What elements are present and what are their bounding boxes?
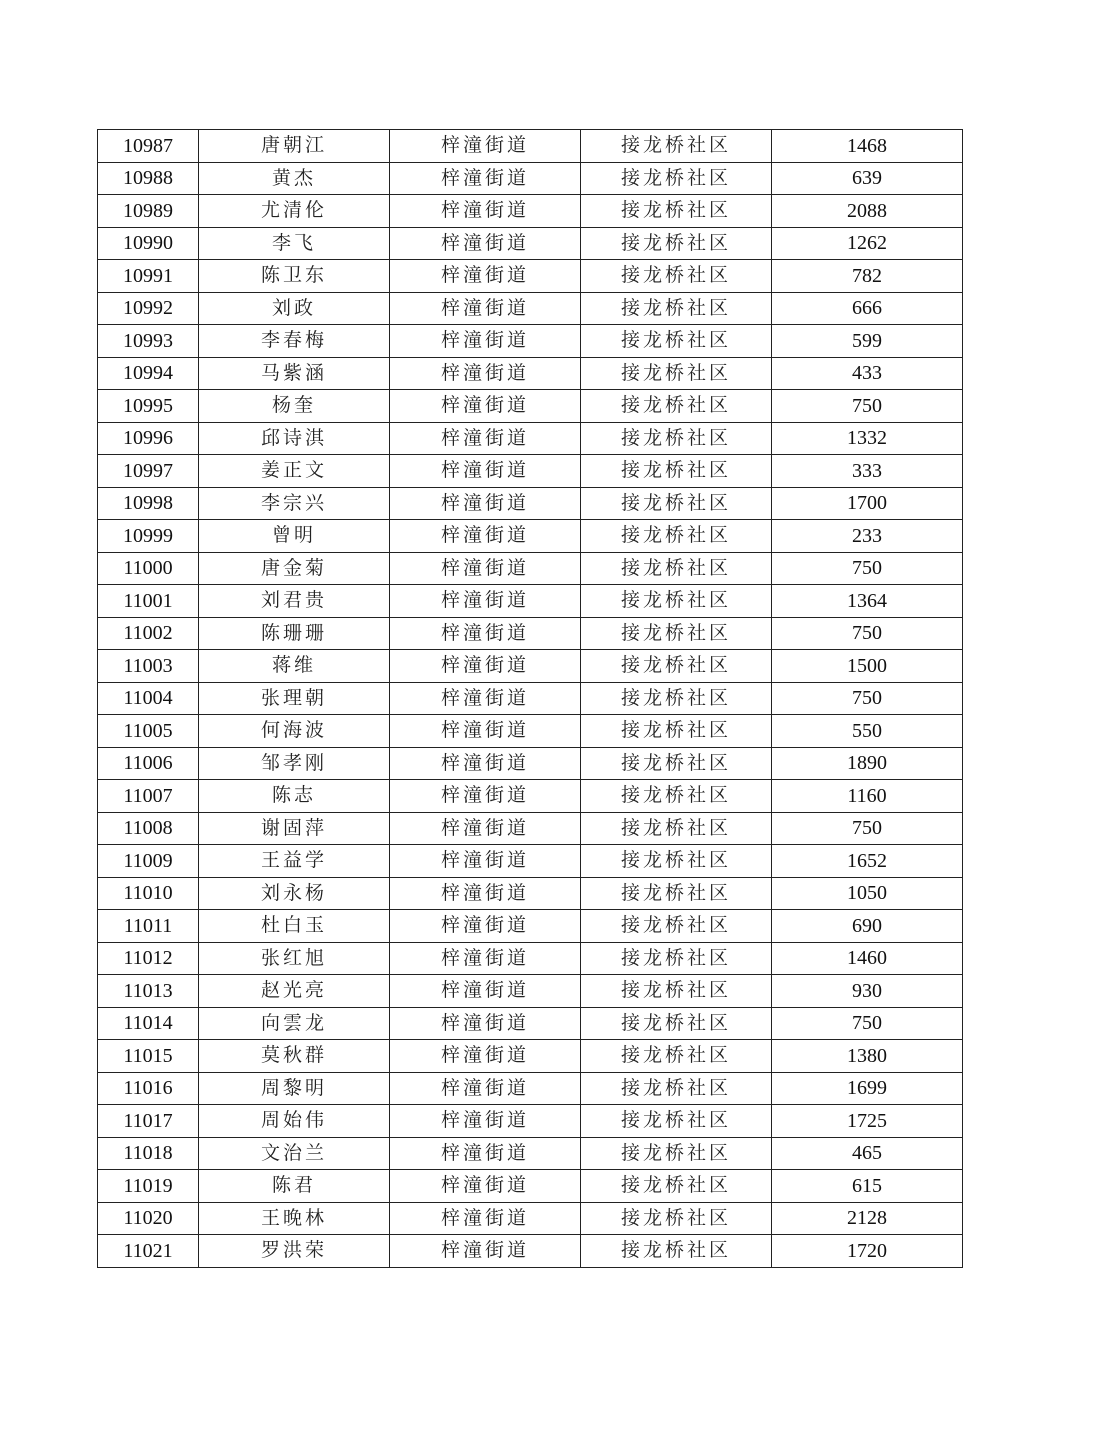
table-row [98, 1137, 963, 1170]
community-cell: 接龙桥社区 [581, 195, 772, 228]
table-row [98, 975, 963, 1008]
serial-number-cell: 11021 [98, 1235, 199, 1268]
amount-cell: 750 [772, 682, 963, 715]
street-cell: 梓潼街道 [390, 780, 581, 813]
table-row [98, 617, 963, 650]
table-row [98, 130, 963, 163]
table-row [98, 682, 963, 715]
serial-number-cell: 11014 [98, 1007, 199, 1040]
serial-number-cell: 10999 [98, 520, 199, 553]
community-cell: 接龙桥社区 [581, 1170, 772, 1203]
amount-cell: 750 [772, 1007, 963, 1040]
street-cell: 梓潼街道 [390, 682, 581, 715]
street-cell: 梓潼街道 [390, 325, 581, 358]
street-cell: 梓潼街道 [390, 520, 581, 553]
name-cell: 何海波 [199, 715, 390, 748]
serial-number-cell: 11011 [98, 910, 199, 943]
serial-number-cell: 11006 [98, 747, 199, 780]
table-row [98, 1202, 963, 1235]
table-row [98, 1040, 963, 1073]
name-cell: 陈志 [199, 780, 390, 813]
name-cell: 曾明 [199, 520, 390, 553]
name-cell: 张理朝 [199, 682, 390, 715]
street-cell: 梓潼街道 [390, 195, 581, 228]
community-cell: 接龙桥社区 [581, 617, 772, 650]
name-cell: 李宗兴 [199, 487, 390, 520]
roster-table [97, 129, 963, 1268]
amount-cell: 1262 [772, 227, 963, 260]
street-cell: 梓潼街道 [390, 910, 581, 943]
serial-number-cell: 11016 [98, 1072, 199, 1105]
table-row [98, 1170, 963, 1203]
amount-cell: 1460 [772, 942, 963, 975]
name-cell: 赵光亮 [199, 975, 390, 1008]
community-cell: 接龙桥社区 [581, 682, 772, 715]
community-cell: 接龙桥社区 [581, 877, 772, 910]
amount-cell: 782 [772, 260, 963, 293]
amount-cell: 1890 [772, 747, 963, 780]
serial-number-cell: 10996 [98, 422, 199, 455]
street-cell: 梓潼街道 [390, 227, 581, 260]
name-cell: 莫秋群 [199, 1040, 390, 1073]
community-cell: 接龙桥社区 [581, 390, 772, 423]
amount-cell: 690 [772, 910, 963, 943]
name-cell: 黄杰 [199, 162, 390, 195]
street-cell: 梓潼街道 [390, 1202, 581, 1235]
serial-number-cell: 10988 [98, 162, 199, 195]
amount-cell: 1700 [772, 487, 963, 520]
amount-cell: 433 [772, 357, 963, 390]
table-row [98, 292, 963, 325]
name-cell: 罗洪荣 [199, 1235, 390, 1268]
amount-cell: 615 [772, 1170, 963, 1203]
community-cell: 接龙桥社区 [581, 130, 772, 163]
community-cell: 接龙桥社区 [581, 260, 772, 293]
community-cell: 接龙桥社区 [581, 812, 772, 845]
street-cell: 梓潼街道 [390, 1235, 581, 1268]
name-cell: 周始伟 [199, 1105, 390, 1138]
serial-number-cell: 11012 [98, 942, 199, 975]
name-cell: 杨奎 [199, 390, 390, 423]
serial-number-cell: 11003 [98, 650, 199, 683]
street-cell: 梓潼街道 [390, 715, 581, 748]
table-row [98, 715, 963, 748]
community-cell: 接龙桥社区 [581, 455, 772, 488]
serial-number-cell: 11008 [98, 812, 199, 845]
street-cell: 梓潼街道 [390, 1137, 581, 1170]
amount-cell: 639 [772, 162, 963, 195]
community-cell: 接龙桥社区 [581, 780, 772, 813]
serial-number-cell: 11009 [98, 845, 199, 878]
table-row [98, 552, 963, 585]
street-cell: 梓潼街道 [390, 812, 581, 845]
table-row [98, 162, 963, 195]
table-row [98, 487, 963, 520]
name-cell: 杜白玉 [199, 910, 390, 943]
table-row [98, 1072, 963, 1105]
table-row [98, 357, 963, 390]
serial-number-cell: 11018 [98, 1137, 199, 1170]
community-cell: 接龙桥社区 [581, 650, 772, 683]
street-cell: 梓潼街道 [390, 260, 581, 293]
street-cell: 梓潼街道 [390, 487, 581, 520]
amount-cell: 750 [772, 617, 963, 650]
table-row [98, 455, 963, 488]
amount-cell: 1364 [772, 585, 963, 618]
street-cell: 梓潼街道 [390, 390, 581, 423]
amount-cell: 1050 [772, 877, 963, 910]
street-cell: 梓潼街道 [390, 422, 581, 455]
street-cell: 梓潼街道 [390, 845, 581, 878]
serial-number-cell: 10991 [98, 260, 199, 293]
serial-number-cell: 11020 [98, 1202, 199, 1235]
name-cell: 唐朝江 [199, 130, 390, 163]
name-cell: 刘君贵 [199, 585, 390, 618]
serial-number-cell: 10998 [98, 487, 199, 520]
amount-cell: 750 [772, 552, 963, 585]
community-cell: 接龙桥社区 [581, 227, 772, 260]
community-cell: 接龙桥社区 [581, 1202, 772, 1235]
amount-cell: 233 [772, 520, 963, 553]
street-cell: 梓潼街道 [390, 162, 581, 195]
serial-number-cell: 11005 [98, 715, 199, 748]
amount-cell: 1500 [772, 650, 963, 683]
table-row [98, 422, 963, 455]
name-cell: 马紫涵 [199, 357, 390, 390]
serial-number-cell: 11001 [98, 585, 199, 618]
amount-cell: 2088 [772, 195, 963, 228]
name-cell: 陈卫东 [199, 260, 390, 293]
table-row [98, 845, 963, 878]
street-cell: 梓潼街道 [390, 877, 581, 910]
amount-cell: 1160 [772, 780, 963, 813]
serial-number-cell: 10990 [98, 227, 199, 260]
street-cell: 梓潼街道 [390, 130, 581, 163]
street-cell: 梓潼街道 [390, 585, 581, 618]
street-cell: 梓潼街道 [390, 1105, 581, 1138]
table-row [98, 585, 963, 618]
serial-number-cell: 11007 [98, 780, 199, 813]
serial-number-cell: 11004 [98, 682, 199, 715]
community-cell: 接龙桥社区 [581, 975, 772, 1008]
name-cell: 陈君 [199, 1170, 390, 1203]
community-cell: 接龙桥社区 [581, 292, 772, 325]
community-cell: 接龙桥社区 [581, 1105, 772, 1138]
serial-number-cell: 10989 [98, 195, 199, 228]
community-cell: 接龙桥社区 [581, 422, 772, 455]
street-cell: 梓潼街道 [390, 1007, 581, 1040]
serial-number-cell: 10994 [98, 357, 199, 390]
serial-number-cell: 11013 [98, 975, 199, 1008]
table-row [98, 812, 963, 845]
community-cell: 接龙桥社区 [581, 585, 772, 618]
amount-cell: 1380 [772, 1040, 963, 1073]
street-cell: 梓潼街道 [390, 1170, 581, 1203]
name-cell: 邱诗淇 [199, 422, 390, 455]
table-row [98, 877, 963, 910]
serial-number-cell: 10997 [98, 455, 199, 488]
name-cell: 刘永杨 [199, 877, 390, 910]
amount-cell: 666 [772, 292, 963, 325]
serial-number-cell: 11002 [98, 617, 199, 650]
table-row [98, 325, 963, 358]
community-cell: 接龙桥社区 [581, 1040, 772, 1073]
street-cell: 梓潼街道 [390, 617, 581, 650]
table-row [98, 390, 963, 423]
street-cell: 梓潼街道 [390, 357, 581, 390]
table-row [98, 520, 963, 553]
street-cell: 梓潼街道 [390, 1040, 581, 1073]
table-row [98, 260, 963, 293]
table-row [98, 1235, 963, 1268]
community-cell: 接龙桥社区 [581, 845, 772, 878]
community-cell: 接龙桥社区 [581, 487, 772, 520]
name-cell: 李春梅 [199, 325, 390, 358]
name-cell: 邹孝刚 [199, 747, 390, 780]
amount-cell: 1468 [772, 130, 963, 163]
name-cell: 王晚林 [199, 1202, 390, 1235]
amount-cell: 1725 [772, 1105, 963, 1138]
community-cell: 接龙桥社区 [581, 747, 772, 780]
amount-cell: 1332 [772, 422, 963, 455]
roster-table-body [98, 130, 963, 1268]
amount-cell: 750 [772, 390, 963, 423]
name-cell: 唐金菊 [199, 552, 390, 585]
community-cell: 接龙桥社区 [581, 715, 772, 748]
street-cell: 梓潼街道 [390, 975, 581, 1008]
table-row [98, 780, 963, 813]
name-cell: 张红旭 [199, 942, 390, 975]
street-cell: 梓潼街道 [390, 455, 581, 488]
table-row [98, 195, 963, 228]
community-cell: 接龙桥社区 [581, 162, 772, 195]
table-row [98, 910, 963, 943]
table-row [98, 1007, 963, 1040]
street-cell: 梓潼街道 [390, 650, 581, 683]
table-row [98, 650, 963, 683]
table-row [98, 747, 963, 780]
street-cell: 梓潼街道 [390, 552, 581, 585]
amount-cell: 1699 [772, 1072, 963, 1105]
name-cell: 谢固萍 [199, 812, 390, 845]
name-cell: 尤清伦 [199, 195, 390, 228]
name-cell: 姜正文 [199, 455, 390, 488]
community-cell: 接龙桥社区 [581, 1007, 772, 1040]
amount-cell: 465 [772, 1137, 963, 1170]
amount-cell: 930 [772, 975, 963, 1008]
serial-number-cell: 10993 [98, 325, 199, 358]
serial-number-cell: 11019 [98, 1170, 199, 1203]
name-cell: 文治兰 [199, 1137, 390, 1170]
community-cell: 接龙桥社区 [581, 1137, 772, 1170]
community-cell: 接龙桥社区 [581, 942, 772, 975]
serial-number-cell: 11000 [98, 552, 199, 585]
amount-cell: 1652 [772, 845, 963, 878]
table-row [98, 227, 963, 260]
community-cell: 接龙桥社区 [581, 325, 772, 358]
street-cell: 梓潼街道 [390, 1072, 581, 1105]
amount-cell: 1720 [772, 1235, 963, 1268]
street-cell: 梓潼街道 [390, 292, 581, 325]
amount-cell: 550 [772, 715, 963, 748]
community-cell: 接龙桥社区 [581, 1235, 772, 1268]
table-row [98, 942, 963, 975]
serial-number-cell: 10992 [98, 292, 199, 325]
street-cell: 梓潼街道 [390, 747, 581, 780]
community-cell: 接龙桥社区 [581, 357, 772, 390]
amount-cell: 750 [772, 812, 963, 845]
name-cell: 蒋维 [199, 650, 390, 683]
serial-number-cell: 11010 [98, 877, 199, 910]
serial-number-cell: 10987 [98, 130, 199, 163]
amount-cell: 333 [772, 455, 963, 488]
name-cell: 王益学 [199, 845, 390, 878]
serial-number-cell: 11015 [98, 1040, 199, 1073]
name-cell: 向雲龙 [199, 1007, 390, 1040]
amount-cell: 2128 [772, 1202, 963, 1235]
serial-number-cell: 10995 [98, 390, 199, 423]
name-cell: 周黎明 [199, 1072, 390, 1105]
community-cell: 接龙桥社区 [581, 552, 772, 585]
name-cell: 李飞 [199, 227, 390, 260]
community-cell: 接龙桥社区 [581, 520, 772, 553]
table-row [98, 1105, 963, 1138]
name-cell: 陈珊珊 [199, 617, 390, 650]
amount-cell: 599 [772, 325, 963, 358]
community-cell: 接龙桥社区 [581, 910, 772, 943]
name-cell: 刘政 [199, 292, 390, 325]
serial-number-cell: 11017 [98, 1105, 199, 1138]
street-cell: 梓潼街道 [390, 942, 581, 975]
community-cell: 接龙桥社区 [581, 1072, 772, 1105]
